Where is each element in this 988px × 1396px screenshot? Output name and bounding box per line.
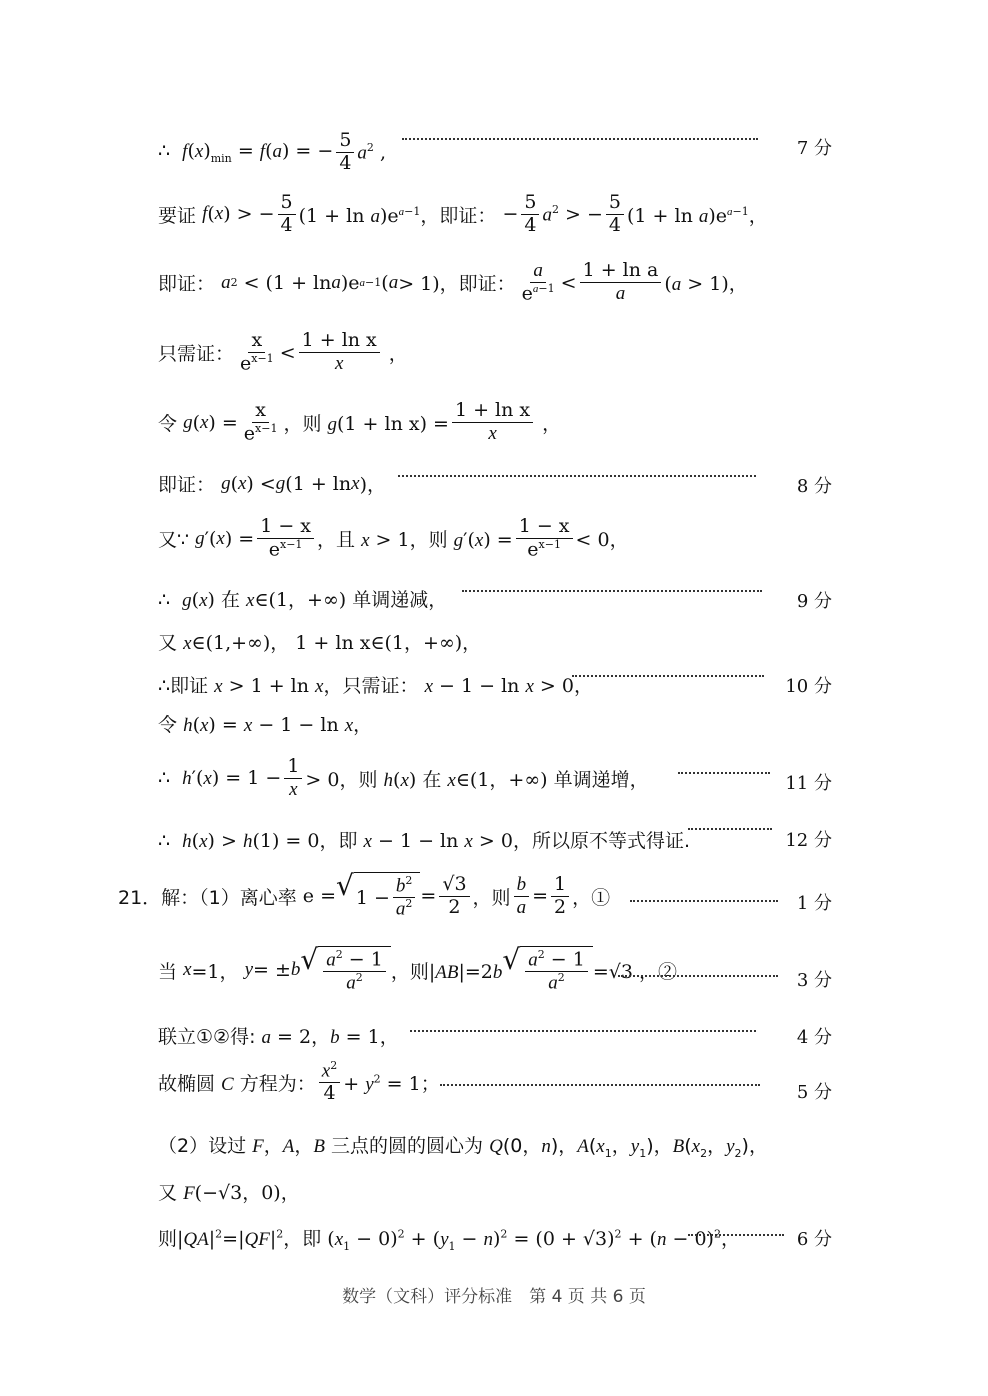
line-17: 故椭圆 C 方程为： $\frac{x^2}{4}$ + $y^2 = 1$； [158, 1059, 440, 1105]
leader-dots [402, 138, 758, 140]
leader-dots [410, 1030, 756, 1032]
line-6: 即证： g ( x ) < g (1 + ln x )， [158, 472, 386, 496]
score-9: 9 分 [796, 591, 832, 612]
leader-dots [678, 772, 770, 774]
score-6: 6 分 [796, 1229, 832, 1250]
score-3: 3 分 [796, 970, 832, 991]
score-1: 1 分 [796, 893, 832, 914]
line-2: 要证 f ( x ) > − $\frac{5}{4}$ $(1 + \ln a)e^{a-1}$， 即证： − $\frac{5}{4}$ $a^2$ > − $\frac{5}{4}$ $(1 + \ln a)e^{a-1}$， [158, 191, 768, 236]
line-13: ∴ h(x) > h(1) = 0，即 x − 1 − ln x > 0，所以原不等式得证. [158, 830, 690, 852]
leader-dots [398, 475, 756, 477]
leader-dots [618, 975, 778, 977]
leader-dots [462, 590, 762, 592]
page-footer: 数学（文科）评分标准 第 4 页 共 6 页 [342, 1287, 646, 1307]
score-4: 4 分 [796, 1027, 832, 1048]
line-3: 即证： a 2 < (1 + ln a )e a−1 ( a > 1)， 即证： $\frac{a}{e^{a-1}}$ < $\frac{\text{1 + ln a}}{a}$ (a > 1)， [158, 259, 748, 305]
leader-dots [572, 675, 764, 677]
line-19: 又 F(−√3，0)， [158, 1182, 300, 1204]
leader-dots [630, 900, 778, 902]
line-10: ∴即证 x > 1 + ln x，只需证： x − 1 − ln x > 0， [158, 675, 593, 697]
line-9: 又 x∈(1,+∞)， 1 + ln x∈(1，+∞)， [158, 632, 482, 654]
line-7: 又∵ g ′( x ) = $\frac{1 - x}{e^{x-1}}$ ，且 x > 1，则 g′(x) = $\frac{1 - x}{e^{x-1}}$ < 0， [158, 515, 629, 561]
score-7: 7 分 [796, 138, 832, 159]
line-5: 令 g ( x ) = $\frac{x}{e^{x-1}}$ ，则 g(1 + ln x) = $\frac{\text{1 + ln x}}{x}$ ， [158, 399, 562, 445]
score-5: 5 分 [796, 1082, 832, 1103]
score-12: 12 分 [785, 830, 832, 851]
line-1: ∴ $f(x)_{min} = f(a)$ = − $\frac{5}{4}$ $a^2$ , [158, 129, 387, 174]
line-20: 则$|QA|^2=|QF|^2$，即 $(x_1 - 0)^2 + (y_1 - n)^2 = (0 + √3)^2 + (n - 0)^2$， [158, 1227, 740, 1253]
leader-dots [688, 1234, 784, 1236]
line-15: 当 x =1， y = ± b √ $\frac{a^2 - 1}{a^2}$ ，则|AB|=2b √ $\frac{a^2 - 1}{a^2}$ =√3 ，② [158, 943, 677, 994]
score-10: 10 分 [785, 676, 832, 697]
leader-dots [688, 828, 772, 830]
line-8: ∴ g(x) 在 x∈(1，+∞) 单调递减， [158, 589, 448, 611]
score-8: 8 分 [796, 476, 832, 497]
line-14: 21．解：（1）离心率 e = √ 1 − $\frac{b^2}{a^2}$ = $\frac{√3}{2}$ ，则 $\frac{b}{a}$ = $\frac{1}{2}$ ，① [118, 869, 611, 920]
line-4: 只需证： $\frac{x}{e^{x-1}}$ < $\frac{\text{1 + ln x}}{x}$ ， [158, 329, 408, 375]
line-11: 令 h(x) = x − 1 − ln x， [158, 714, 373, 736]
line-12: ∴ h′(x) = 1 − $\frac{1}{x}$ > 0，则 h(x) 在 x∈(1，+∞) 单调递增， [158, 755, 649, 800]
line-18: （2）设过 F，A，B 三点的圆的圆心为 Q(0，n)，$A(x_1$，$y_1$)，$B(x_2$，$y_2$)， [158, 1135, 768, 1160]
line-16: 联立①②得: a = 2，b = 1， [158, 1026, 399, 1048]
score-11: 11 分 [785, 773, 832, 794]
leader-dots [440, 1084, 760, 1086]
